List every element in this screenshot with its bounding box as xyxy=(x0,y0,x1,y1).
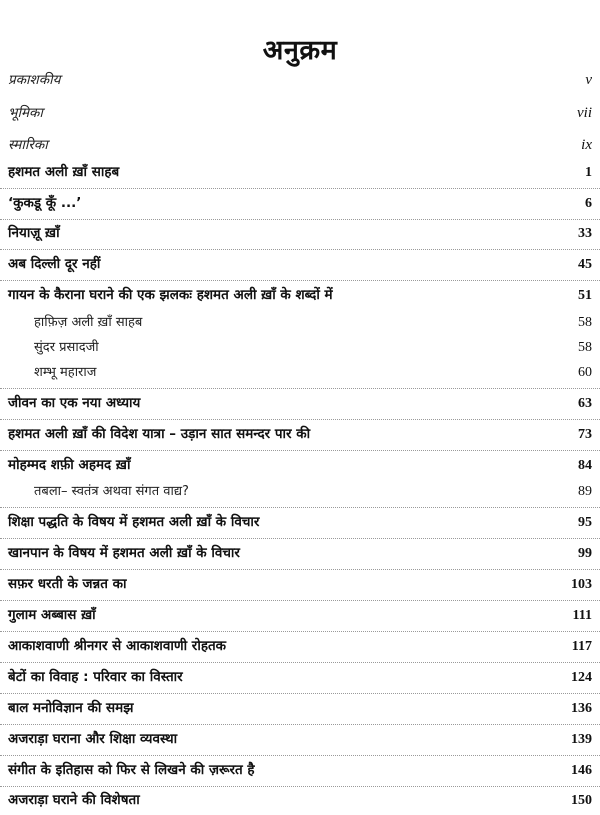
toc-entry-title: भूमिका xyxy=(8,105,43,121)
toc-entry-page: 111 xyxy=(572,608,592,623)
toc-entry-page: 117 xyxy=(571,639,592,654)
divider xyxy=(0,600,600,601)
toc-entry-title: गायन के कैराना घराने की एक झलकः हशमत अली ख़ाँ के शब्दों में xyxy=(8,287,333,303)
divider xyxy=(0,631,600,632)
toc-entry-page: 150 xyxy=(571,793,592,808)
toc-entry xyxy=(8,193,592,217)
divider xyxy=(0,662,600,663)
divider xyxy=(0,419,600,420)
divider xyxy=(0,569,600,570)
toc-entry xyxy=(8,574,592,598)
toc-entry xyxy=(8,543,592,567)
divider xyxy=(0,280,600,281)
toc-entry-page: 58 xyxy=(578,315,592,330)
toc-entry-page: 51 xyxy=(578,288,592,303)
toc-entry xyxy=(8,636,592,660)
toc-entry-title: अजराड़ा घराना और शिक्षा व्यवस्था xyxy=(8,731,178,747)
toc-subentry xyxy=(34,337,592,361)
toc-entry-page: 58 xyxy=(578,340,592,355)
toc-entry-page: vii xyxy=(577,105,592,121)
toc-entry-title: हाफ़िज़ अली ख़ाँ साहब xyxy=(34,315,143,330)
toc-entry-page: v xyxy=(585,72,592,88)
toc-entry-page: 60 xyxy=(578,365,592,380)
toc-entry-page: 1 xyxy=(585,165,592,180)
toc-entry-title: तबला– स्वतंत्र अथवा संगत वाद्य? xyxy=(34,484,189,499)
toc-entry-title: शिक्षा पद्धति के विषय में हशमत अली ख़ाँ के विचार xyxy=(8,514,260,530)
toc-entry-title: मोहम्मद शफ़ी अहमद ख़ाँ xyxy=(8,457,131,473)
divider xyxy=(0,693,600,694)
toc-entry xyxy=(8,393,592,417)
toc-entry-page: 45 xyxy=(578,257,592,272)
divider xyxy=(0,219,600,220)
toc-entry-page: 63 xyxy=(578,396,592,411)
toc-entry xyxy=(8,790,592,814)
toc-entry-title: प्रकाशकीय xyxy=(8,72,61,88)
toc-entry xyxy=(8,254,592,278)
toc-entry-title: नियाज़ू ख़ाँ xyxy=(8,225,60,241)
toc-entry-prakashkiya xyxy=(8,70,592,94)
toc-entry-title: अब दिल्ली दूर नहीं xyxy=(8,256,101,272)
toc-entry-page: ix xyxy=(581,137,592,153)
toc-entry xyxy=(8,285,592,309)
toc-entry-title: ‘कुकडू कूँ ...’ xyxy=(8,195,82,211)
toc-entry-title: बाल मनोविज्ञान की समझ xyxy=(8,700,134,716)
toc-entry xyxy=(8,512,592,536)
toc-entry xyxy=(8,698,592,722)
divider xyxy=(0,786,600,787)
toc-entry-title: हशमत अली ख़ाँ की विदेश यात्रा – उड़ान सात समन्दर पार की xyxy=(8,426,311,442)
toc-entry-page: 136 xyxy=(571,701,592,716)
toc-entry-title: स्मारिका xyxy=(8,137,48,153)
toc-subentry xyxy=(34,312,592,336)
divider xyxy=(0,507,600,508)
toc-entry xyxy=(8,162,592,186)
page-title: अनुक्रम xyxy=(262,35,338,66)
divider xyxy=(0,249,600,250)
toc-entry-title: अजराड़ा घराने की विशेषता xyxy=(8,792,140,808)
toc-entry-title: खानपान के विषय में हशमत अली ख़ाँ के विचार xyxy=(8,545,240,561)
divider xyxy=(0,188,600,189)
toc-entry xyxy=(8,667,592,691)
toc-entry xyxy=(8,455,592,479)
toc-entry-page: 95 xyxy=(578,515,592,530)
toc-entry-title: सुंदर प्रसादजी xyxy=(34,340,99,355)
toc-entry-page: 73 xyxy=(578,427,592,442)
toc-entry-title: सफ़र धरती के जन्नत का xyxy=(8,576,127,592)
toc-entry xyxy=(8,760,592,784)
toc-entry-title: जीवन का एक नया अध्याय xyxy=(8,395,141,411)
toc-entry xyxy=(8,223,592,247)
toc-entry xyxy=(8,729,592,753)
toc-entry-page: 124 xyxy=(571,670,592,685)
toc-subentry xyxy=(34,481,592,505)
toc-entry xyxy=(8,605,592,629)
toc-entry-page: 146 xyxy=(571,763,592,778)
divider xyxy=(0,450,600,451)
toc-entry-title: हशमत अली ख़ाँ साहब xyxy=(8,164,120,180)
divider xyxy=(0,724,600,725)
toc-entry-title: आकाशवाणी श्रीनगर से आकाशवाणी रोहतक xyxy=(8,638,227,654)
toc-entry-page: 99 xyxy=(578,546,592,561)
divider xyxy=(0,755,600,756)
divider xyxy=(0,538,600,539)
toc-entry-page: 103 xyxy=(571,577,592,592)
toc-entry-smarika xyxy=(8,135,592,159)
toc-entry-title: शम्भू महाराज xyxy=(34,365,97,380)
toc-entry-page: 6 xyxy=(585,196,592,211)
toc-entry-title: गुलाम अब्बास ख़ाँ xyxy=(8,607,96,623)
toc-entry-title: संगीत के इतिहास को फिर से लिखने की ज़रूरत है xyxy=(8,762,255,778)
toc-entry-page: 139 xyxy=(571,732,592,747)
toc-entry-page: 89 xyxy=(578,484,592,499)
toc-entry-page: 84 xyxy=(578,458,592,473)
toc-entry xyxy=(8,424,592,448)
toc-subentry xyxy=(34,362,592,386)
toc-entry-page: 33 xyxy=(578,226,592,241)
toc-entry-bhumika xyxy=(8,103,592,127)
divider xyxy=(0,388,600,389)
toc-entry-title: बेटों का विवाह : परिवार का विस्तार xyxy=(8,669,183,685)
